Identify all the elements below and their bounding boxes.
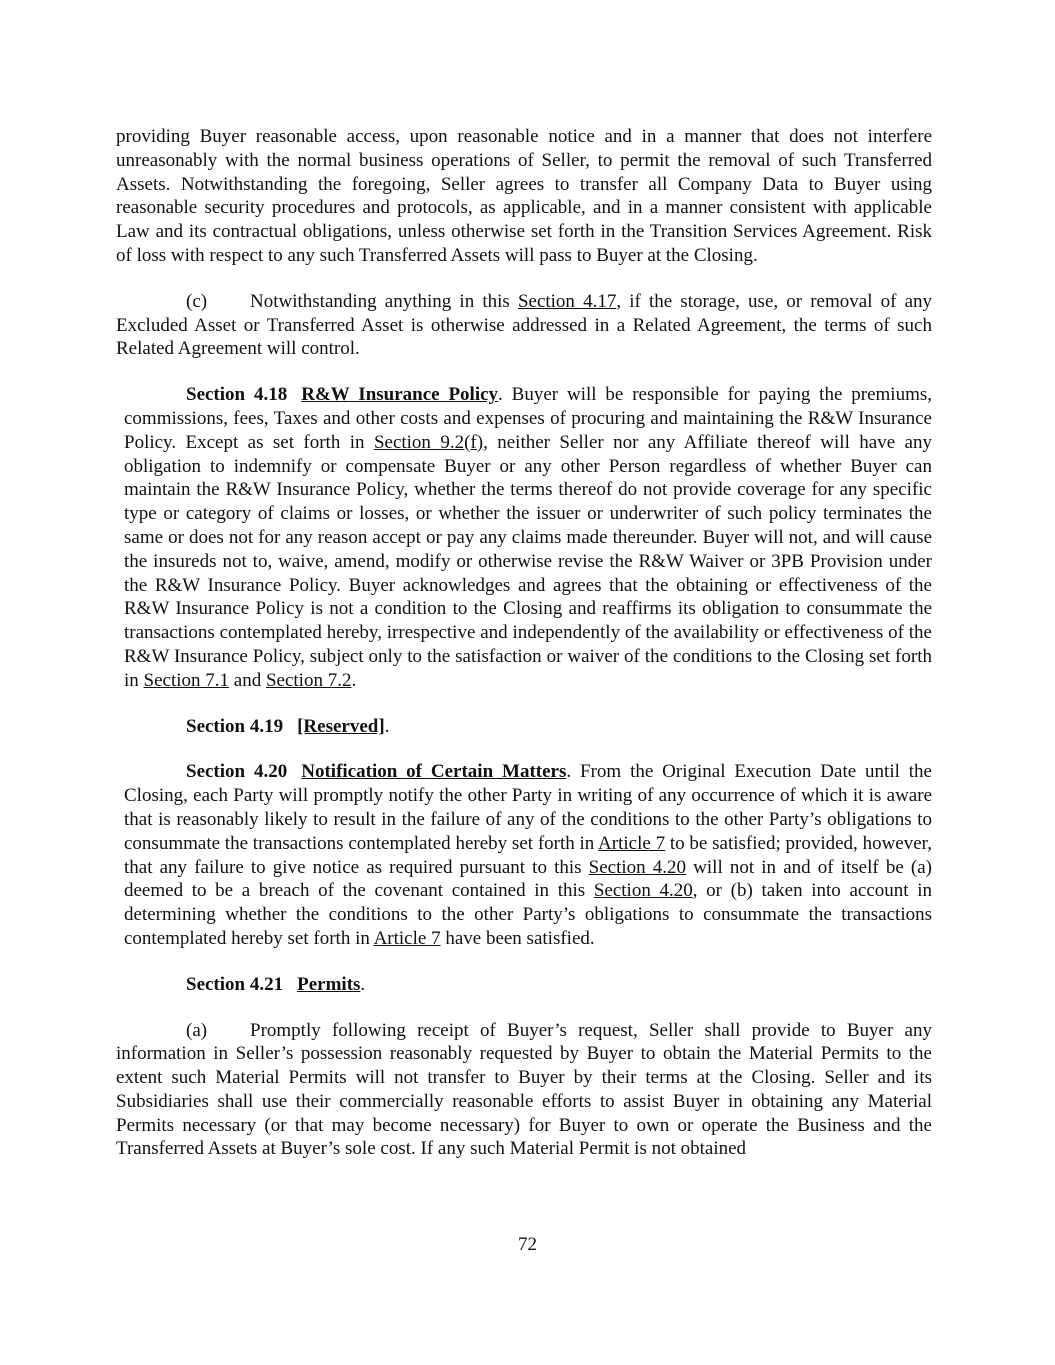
section-title: Notification of Certain Matters (301, 761, 567, 783)
page-number: 72 (518, 1234, 537, 1255)
section-4-21-paragraph-a: (a) Promptly following receipt of Buyer’s request, Seller shall provide to Buyer any information in Seller’s possession reasonably requested by Buyer to obtain the Material Permits to the extent such Material Permits will not transfer to Buyer by their terms at the Closing. Seller and its Subsidiaries shall use their commercially reasonable efforts to assist Buyer in obtaining any Material Permits necessary (or that may become necessary) for Buyer to own or operate the Business and the Transferred Assets at Buyer’s sole cost. If any such Material Permit is not obtained (116, 1019, 932, 1160)
section-reference-link: Section 7.2 (265, 669, 352, 691)
paragraph-continued (116, 125, 932, 268)
section-title: [Reserved] (297, 715, 385, 737)
section-number: Section 4.20 (186, 761, 288, 783)
section-4-18: Section 4.18 R&W Insurance Policy. Buyer will be responsible for paying the premiums, commissions, fees, Taxes and other costs and expenses of procuring and maintaining the R&W Insurance Policy. Except as set forth in Section 9.2(f), neither Seller nor any Affiliate thereof will have any obligation to indemnify or compensate Buyer or any other Person regardless of whether Buyer can maintain the R&W Insurance Policy, whether the terms thereof do not provide coverage for any specific type or category of claims or losses, or whether the issuer or underwriter of such policy terminates the same or does not for any reason accept or pay any claims made thereunder. Buyer will not, and will cause the insureds not to, waive, amend, modify or otherwise revise the R&W Waiver or 3PB Provision under the R&W Insurance Policy. Buyer acknowledges and agrees that the obtaining or effectiveness of the R&W Insurance Policy is not a condition to the Closing and reaffirms its obligation to consummate the transactions contemplated hereby, irrespective and independently of the availability or effectiveness of the R&W Insurance Policy, subject only to the satisfaction or waiver of the conditions to the Closing set forth in Section 7.1 and Section 7.2. (124, 384, 933, 691)
paragraph-label: (a) (186, 1019, 208, 1041)
section-4-21: Section 4.21 Permits. (186, 973, 366, 995)
section-reference-link: Section 4.20 (593, 880, 693, 902)
section-number: Section 4.21 (186, 973, 284, 995)
section-title: R&W Insurance Policy (301, 384, 499, 406)
article-reference-link: Article 7 (598, 832, 666, 854)
paragraph-text: providing Buyer reasonable access, upon reasonable notice and in a manner that does not interfere unreasonably with the normal business operations of Seller, to permit the removal of such Transferred Assets. Notwithstanding the foregoing, Seller agrees to transfer all Company Data to Buyer using reasonable security procedures and protocols, as applicable, and in a manner consistent with applicable Law and its contractual obligations, unless otherwise set forth in the Transition Services Agreement. Risk of loss with respect to any such Transferred Assets will pass to Buyer at the Closing. (116, 126, 932, 266)
section-title: Permits (297, 973, 361, 995)
section-reference-link: Section 4.17 (517, 290, 617, 312)
section-4-20: Section 4.20 Notification of Certain Matters. From the Original Execution Date until the Closing, each Party will promptly notify the other Party in writing of any occurrence of which it is aware that is reasonably likely to result in the failure of any of the conditions to the other Party’s obligations to consummate the transactions contemplated hereby set forth in Article 7 to be satisfied; provided, however, that any failure to give notice as required pursuant to this Section 4.20 will not in and of itself be (a) deemed to be a breach of the covenant contained in this Section 4.20, or (b) taken into account in determining whether the conditions to the other Party’s obligations to consummate the transactions contemplated hereby set forth in Article 7 have been satisfied. (124, 761, 932, 949)
section-number: Section 4.18 (186, 384, 288, 406)
paragraph-label: (c) (186, 290, 208, 312)
section-reference-link: Section 9.2(f) (373, 431, 484, 453)
paragraph-c: (c) Notwithstanding anything in this Section 4.17, if the storage, use, or removal of any Excluded Asset or Transferred Asset is otherwise addressed in a Related Agreement, the terms of such Related Agreement will control. (116, 290, 933, 360)
document-page (116, 125, 932, 1161)
section-reference-link: Section 7.1 (143, 669, 230, 691)
section-4-19: Section 4.19 [Reserved]. (186, 715, 390, 737)
section-number: Section 4.19 (186, 715, 284, 737)
section-reference-link: Section 4.20 (588, 856, 687, 878)
article-reference-link: Article 7 (373, 927, 441, 949)
